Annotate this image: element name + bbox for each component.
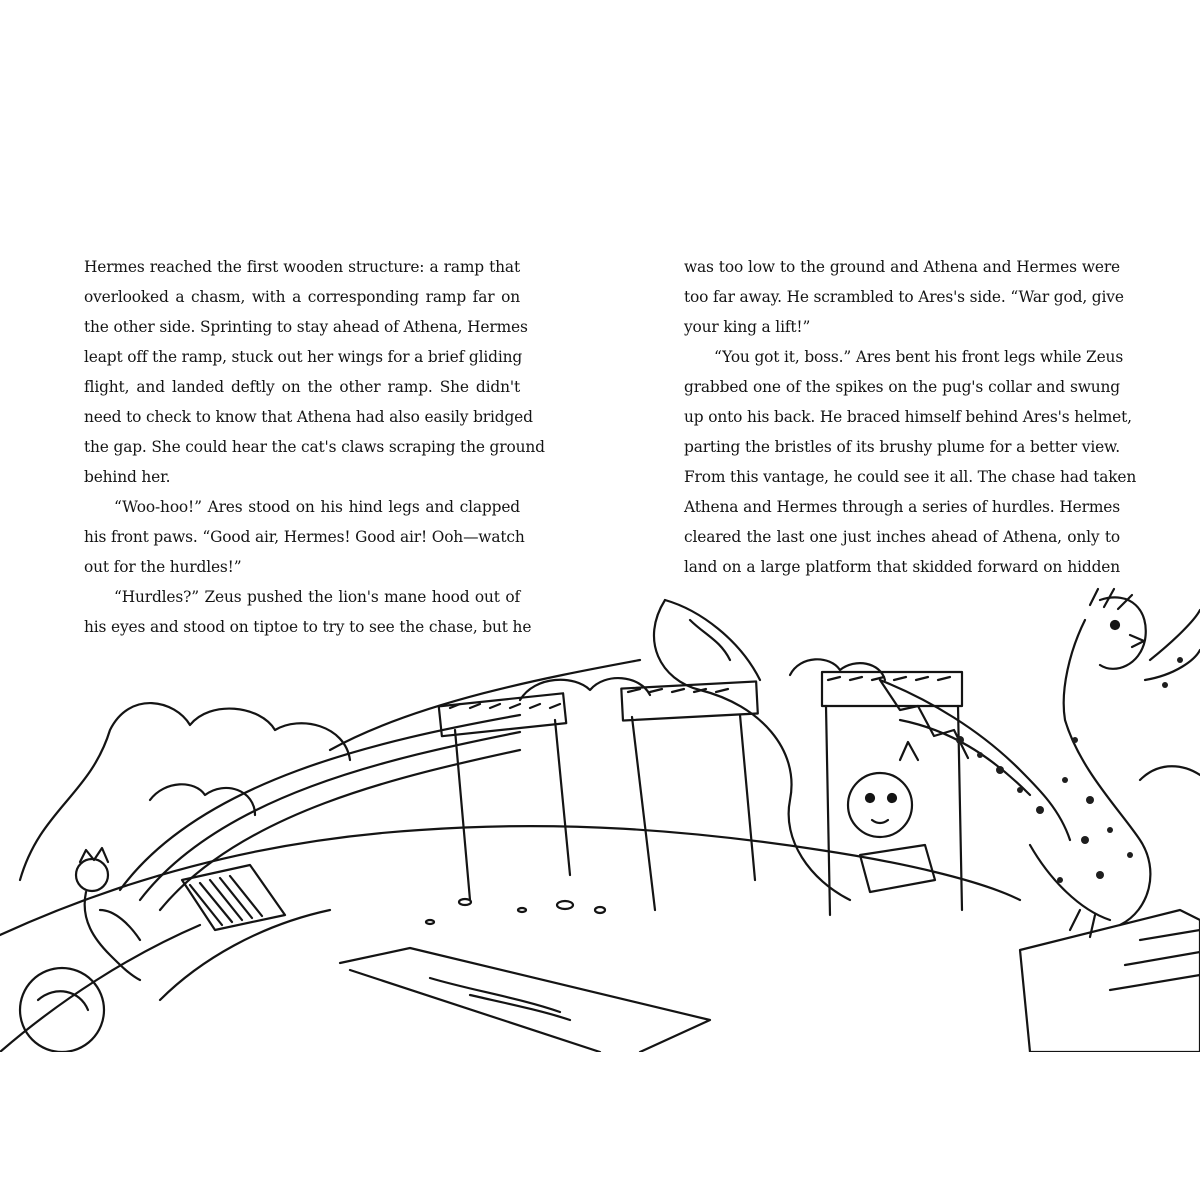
text-line: Athena and Hermes through a series of hurdles. Hermes <box>684 498 1120 516</box>
text-line: the gap. She could hear the cat's claws scraping the ground <box>84 438 545 456</box>
text-line: “Hurdles?” Zeus pushed the lion's mane hood out of <box>114 588 520 606</box>
text-line: “Woo-hoo!” Ares stood on his hind legs and clapped <box>114 498 520 516</box>
track <box>0 826 1020 1052</box>
text-line: too far away. He scrambled to Ares's side. “War god, give <box>684 288 1124 306</box>
wing-spots <box>956 657 1183 883</box>
clouds <box>20 659 1200 880</box>
leaping-cat <box>654 600 935 900</box>
text-line: your king a lift!” <box>684 318 811 336</box>
text-line: “You got it, boss.” Ares bent his front legs while Zeus <box>714 348 1124 366</box>
text-line: his front paws. “Good air, Hermes! Good air! Ooh—watch <box>84 528 525 546</box>
text-line: parting the bristles of its brushy plume for a better view. <box>684 438 1120 456</box>
text-line: up onto his back. He braced himself behind Ares's helmet, <box>684 408 1132 426</box>
text-line: was too low to the ground and Athena and Hermes were <box>684 258 1120 276</box>
hurdle <box>621 682 757 910</box>
spotted-bird <box>880 589 1200 937</box>
text-line: need to check to know that Athena had also easily bridged <box>84 408 533 426</box>
text-line: land on a large platform that skidded forward on hidden <box>684 558 1120 576</box>
text-line: behind her. <box>84 468 171 486</box>
striped-platform <box>1020 910 1200 1052</box>
text-line: the other side. Sprinting to stay ahead of Athena, Hermes <box>84 318 528 336</box>
curved-ramp <box>120 715 520 910</box>
small-platform <box>182 865 285 930</box>
text-line: leapt off the ramp, stuck out her wings for a brief gliding <box>84 348 523 366</box>
pebbles <box>426 899 605 924</box>
text-line: flight, and landed deftly on the other ramp. She didn't <box>84 378 520 396</box>
chase-illustration <box>0 580 1200 1052</box>
text-line: Hermes reached the first wooden structure: a ramp that <box>84 258 520 276</box>
right-page-text <box>684 252 1137 582</box>
text-line: From this vantage, he could see it all. The chase had taken <box>684 468 1137 486</box>
hurdle <box>439 693 570 900</box>
text-line: grabbed one of the spikes on the pug's collar and swung <box>684 378 1120 396</box>
wooden-plank <box>340 948 710 1052</box>
text-line: his eyes and stood on tiptoe to try to see the chase, but he <box>84 618 532 636</box>
text-line: out for the hurdles!” <box>84 558 242 576</box>
text-line: cleared the last one just inches ahead of Athena, only to <box>684 528 1120 546</box>
text-line: overlooked a chasm, with a corresponding ramp far on <box>84 288 520 306</box>
